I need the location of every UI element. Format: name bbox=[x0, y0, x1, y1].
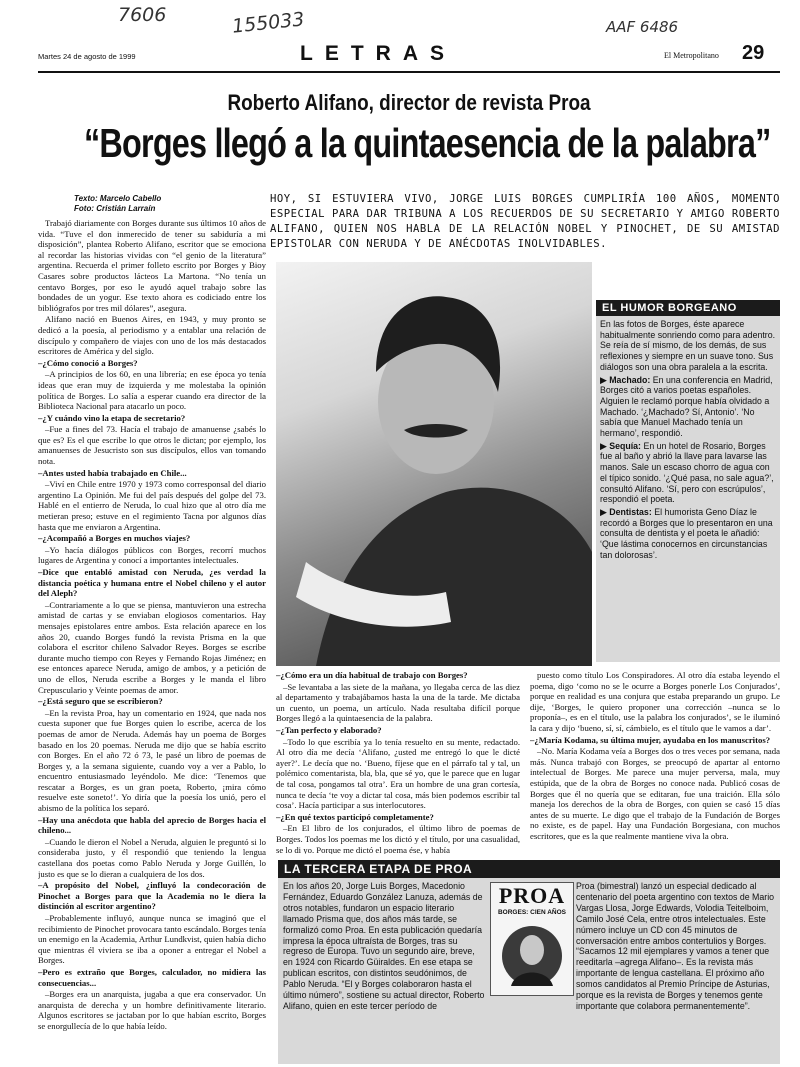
interview-question: –¿Está seguro que se escribieron? bbox=[38, 696, 163, 707]
interview-question: –¿Cómo era un día habitual de trabajo con Borges? bbox=[276, 670, 468, 680]
humor-item-head: Machado: bbox=[609, 374, 651, 385]
article-paragraph: –Cuando le dieron el Nobel a Neruda, alguien le preguntó si lo consideraba justo, y él respondió que teniendo la lengua castellana dos poetas como Pablo Neruda y Jorge Guillén, lo justo es que se lo dieran a cualquiera de los dos. bbox=[38, 836, 266, 879]
text-credit: Texto: Marcelo Cabello bbox=[74, 194, 162, 203]
section-title: LETRAS bbox=[300, 42, 456, 65]
article-paragraph: –Probablemente influyó, aunque nunca se imaginó que el recibimiento de Pinochet provocara tanto escándalo. Borges tenía un enemigo en la Academia, Arthur Lundkvist, quien había dicho que mientras él viviera se iba a oponer a entregar el Nobel a Borges. bbox=[38, 913, 266, 966]
interview-question: –¿Cómo conoció a Borges? bbox=[38, 357, 138, 368]
article-paragraph: –Contrariamente a lo que se piensa, mantuvieron una estrecha amistad de cartas y se enviaban elogiosos comentarios. Hay mensajes epistolares entre ambos. Esta relación aparece en los años 20, cuando Borges fundó la revista Prisma en la que colabora el escritor chileno Salvador Reyes. Borges se escribe durante mucho tiempo con Reyes y Fernando Rojas Jiménez; en ese entonces aparece Neruda, amigo de ambos, y a petición de uno de ellos, Neruda escribe a Borges y le manda el libro Crepusculario y Veinte poemas de amor. bbox=[38, 599, 266, 695]
issue-date: Martes 24 de agosto de 1999 bbox=[38, 52, 136, 61]
article-paragraph: –No. María Kodama veía a Borges dos o tres veces por semana, nada más. Nunca trabajó con Borges, se preocupó de apartar al entorno intelectual de Borges. Me parece una mujer perversa, mala, muy estúpida, que de la obra de Borges no conoce nada. Publicó cosas de Borges que él no quería que se editaran, fue una traición. Ella sólo maneja los derechos de la obra de Borges, con quien se casó 15 días antes de su muerte. Le digo que el trabajo de la Fundación de Borges no existe, es de papel. Hay una Fundación Borgesiana, con muchos escritores, que es la que realmente mantiene viva la obra. bbox=[530, 746, 780, 841]
masthead-rule bbox=[38, 71, 780, 73]
portrait-photo bbox=[276, 262, 592, 666]
portrait-photo-illustration bbox=[276, 262, 592, 666]
humor-intro: En las fotos de Borges, éste aparece habitualmente sonriendo como para adentro. Se reía de sí mismo, de los demás, de sus reflexiones y siempre en un suave tono. Sus diálogos son una obra paralela a la escrita. bbox=[600, 319, 776, 372]
article-paragraph: –Yo hacía diálogos públicos con Borges, recorrí muchos lugares de Argentina y conocí a importantes intelectuales. bbox=[38, 544, 266, 566]
article-column-3 bbox=[530, 670, 780, 854]
proa-cover-title: PROA bbox=[498, 883, 566, 908]
interview-question: –A propósito del Nobel, ¿influyó la condecoración de Pinochet a Borges para que la Academia no le diera la distinción al escritor argentino? bbox=[38, 880, 266, 912]
proa-cover-subtitle: BORGES: CIEN AÑOS bbox=[497, 909, 566, 916]
proa-box bbox=[278, 860, 780, 1064]
humor-item bbox=[600, 375, 776, 439]
proa-text-left: En los años 20, Jorge Luis Borges, Macedonio Fernández, Eduardo González Lanuza, además de otros notables, fundaron un espacio literario llamado Prisma que, dos años más tarde, se formalizó como Proa. En esta publicación quedaría impresa la época ultraísta de Borges, tras su regreso de Europa. Tuvo un segundo aire, breve, en 1924 con Ricardo Güiraldes. En ese etapa se publican escritos, con distintos seudónimos, de Pablo Neruda. “El y Borges colaboraron hasta el último número”, sostiene su actual director, Roberto Alifano, quien en este tercer período de bbox=[283, 881, 485, 1011]
humor-sidebar bbox=[596, 300, 780, 666]
triangle-bullet-icon: ▶ bbox=[600, 374, 607, 385]
humor-item-text: El humorista Geno Díaz le recordó a Borges que lo presentaron en una consulta de dentista y el poeta le añadió: ‘Que lástima conocernos en circunstancias tan dolorosas’. bbox=[600, 506, 773, 560]
masthead bbox=[38, 42, 780, 72]
article-kicker: Roberto Alifano, director de revista Proa bbox=[227, 90, 591, 115]
humor-item bbox=[600, 507, 776, 561]
article-paragraph: –Fue a fines del 73. Hacía el trabajo de amanuense ¿sabés lo que es? Es el que escribe lo que otros le dictan; por ejemplo, los amanuenses de Jesucristo son sus discípulos, ellos van tomando nota. bbox=[38, 424, 266, 467]
humor-item bbox=[600, 441, 776, 505]
article-paragraph: –Viví en Chile entre 1970 y 1973 como corresponsal del diario argentino La Opinión. Me fui del país después del golpe del 73. Hablé en el entierro de Neruda, lo cual hizo que al otro día me metieran preso; estuve en el regimiento Tacna por algunos días hasta que me enviaron a Argentina. bbox=[38, 479, 266, 532]
article-lead: HOY, SI ESTUVIERA VIVO, JORGE LUIS BORGES CUMPLIRÍA 100 AÑOS, MOMENTO ESPECIAL PARA DAR TRIBUNA A LOS RECUERDOS DE SU SECRETARIO Y AMIGO ROBERTO ALIFANO, QUIEN NOS HABLA DE LA RELACIÓN NOBEL Y PINOCHET, DE SU AMISTAD EPISTOLAR CON NERUDA Y DE ANÉCDOTAS INOLVIDABLES. bbox=[270, 193, 780, 250]
interview-question: –Hay una anécdota que habla del aprecio de Borges hacia el chileno... bbox=[38, 814, 266, 836]
publication-name: El Metropolitano bbox=[664, 51, 719, 60]
article-paragraph: –Todo lo que escribía ya lo tenía resuelto en su mente, redactado. Al otro día me decía ‘Alifano, ¿usted me entregó lo que le dicté ayer?’. Le decía que no. ‘Bueno, fíjese que en el párrafo tal y tal, un polémico comentarista, bla, bla, que sé yo, que le parece que en lugar de tal cosa, pongamos tal otra’. Era un hombre de una gran cortesía, nunca te decía ‘te voy a dictar tal cosa, más bien podemos escribir tal cosa’. Hacía participar a sus interlocutores. bbox=[276, 736, 520, 811]
article-paragraph: –En la revista Proa, hay un comentario en 1924, que nada nos cuesta suponer que fue Borges quien lo escribe, acerca de los poemas de amor de Neruda. Además hay un poema de Borges basado en los 20 poemas. Neruda me dijo que se había escrito con Borges. En el año 72 ó 73, le pasé un libro de poemas de Borges y, a la semana siguiente, cuando voy a ver a Pablo, lo encuentro entusiasmado leyéndolo. Me dice: ‘Tenemos que rescatar a Borges, es un gran poeta, Roberto, ¡mira cómo resuelve este soneto!’. Yo diría que la poesía los unió, pero el abismo de la política los separó. bbox=[38, 707, 266, 814]
interview-question: –¿Y cuándo vino la etapa de secretario? bbox=[38, 412, 186, 423]
humor-sidebar-body bbox=[596, 316, 780, 662]
humor-sidebar-title: EL HUMOR BORGEANO bbox=[596, 300, 780, 316]
interview-question: –¿En qué textos participó completamente? bbox=[276, 811, 434, 822]
page-number: 29 bbox=[742, 42, 765, 64]
interview-question: –¿María Kodama, su última mujer, ayudaba en los manuscritos? bbox=[530, 734, 771, 745]
handwritten-number: 7606 bbox=[118, 4, 167, 26]
interview-question: –¿Tan perfecto y elaborado? bbox=[276, 724, 382, 735]
interview-question: –¿Acompañó a Borges en muchos viajes? bbox=[38, 533, 191, 544]
handwritten-archive-code: AAF 6486 bbox=[606, 18, 679, 36]
humor-item-head: Sequía: bbox=[609, 440, 641, 451]
article-paragraph: Trabajó diariamente con Borges durante sus últimos 10 años de vida. “Tuve el don inmerecido de tener su sabiduría a mi disposición”, plantea Roberto Alifano, escritor que se emociona al recordar las historias vividas con “el genio de la literatura” argentina. Recuerda el primer folleto escrito por Borges y Bioy Casares sobre productos lácteos La Martona. “No tenía un centavo Borges, por eso le ayudó aquel trabajo sobre las bondades de un yogur. Ese texto ahora es codiciado entre los bibliógrafos por tres mil dólares”, asegura. bbox=[38, 218, 266, 313]
article-column-2 bbox=[276, 670, 520, 854]
proa-text-right: Proa (bimestral) lanzó un especial dedicado al centenario del poeta argentino con textos de Mario Vargas Llosa, Jorge Edwards, Volodia Teitelboim, Camilo José Cela, entre otros intelectuales. Este número incluye un CD con 45 minutos de conversación entre ambos contertulios y Borges. “Sacamos 12 mil ejemplares y vamos a tener que reeditarla –agrega Alifano–. Es la revista más importante de lengua castellana. El próximo año somos candidatos al Premio Príncipe de Asturias, porque es la revista de Borges y tenemos gente importante que colabora permanentemente”. bbox=[576, 881, 775, 1011]
humor-item-head: Dentistas: bbox=[609, 506, 652, 517]
proa-box-title: LA TERCERA ETAPA DE PROA bbox=[278, 860, 780, 878]
triangle-bullet-icon: ▶ bbox=[600, 506, 607, 517]
article-paragraph: –A principios de los 60, en una librería; en ese época yo tenía ideas que eran muy de izquierda y me molestaba la opinión política de Borges. Lo salía a esperar cuando era director de la Biblioteca Nacional para atacarlo un poco. bbox=[38, 369, 266, 412]
article-paragraph: puesto como título Los Conspiradores. Al otro día estaba leyendo el poema, digo ‘como no se le ocurre a Borges ponerle Los Conjurados’, porque en realidad es una conjura que estaba preparando un grupo. Le dije, ‘Borges, le quiero proponer una corrección –nunca se lo proponía–, es en el título, use la palabra los conjurados’, se le iluminó la cara y dijo ‘bueno, sí, sí, cámbielo, es el título que le vamos a dar’. bbox=[530, 670, 780, 733]
article-paragraph: Alifano nació en Buenos Aires, en 1943, y muy pronto se dedicó a la poesía, al periodismo y a entablar una relación de discípulo y compañero de viajes con uno de los más destacados escritores de América y del siglo. bbox=[38, 314, 266, 357]
article-paragraph: –En El libro de los conjurados, el último libro de poemas de Borges. Todos los poemas me los dictó y el título, por una casualidad, se lo di yo. Porque me dictó el poema ése, y había bbox=[276, 823, 520, 854]
proa-magazine-cover bbox=[490, 882, 574, 996]
interview-question: –Dice que entabló amistad con Neruda, ¿es verdad la distancia poética y humana entre el Nobel chileno y el autor del Aleph? bbox=[38, 567, 266, 599]
interview-question: –Antes usted había trabajado en Chile... bbox=[38, 467, 187, 478]
article-column-1 bbox=[38, 218, 266, 1064]
article-paragraph: –Borges era un anarquista, jugaba a que era conservador. Un anarquista de derecha y un hombre definitivamente literario. Algunos escritores se jactaban por lo que habían escrito, Borges se enorgullecía de lo que había leído. bbox=[38, 989, 266, 1031]
photo-credit: Foto: Cristián Larraín bbox=[74, 204, 156, 213]
humor-item-text: En una conferencia en Madrid, Borges citó a varios poetas españoles. Alguien le reclamó porque había olvidado a Machado. ‘¿Machado? Sí, Antonio’. ‘No sabía que Manuel Machado tenía un hermano’, respondió. bbox=[600, 374, 773, 439]
handwritten-catalog-number: 155033 bbox=[231, 8, 306, 38]
article-headline: “Borges llegó a la quintaesencia de la palabra” bbox=[84, 120, 771, 166]
triangle-bullet-icon: ▶ bbox=[600, 440, 607, 451]
interview-question: –Pero es extraño que Borges, calculador, no midiera las consecuencias... bbox=[38, 966, 266, 988]
humor-item-text: En un hotel de Rosario, Borges fue al baño y abrió la llave para lavarse las manos. Sale un escaso chorro de agua con el típico sonido. ‘¿Qué pasa, no sale agua?’, consultó Alifano. ‘Sí, pero con escrúpulos’, respondió el poeta. bbox=[600, 440, 774, 505]
article-paragraph: –Se levantaba a las siete de la mañana, yo llegaba cerca de las diez al departamento y trabajábamos hasta la una de la tarde. Me dictaba un cuento, un poema, un artículo. Nada resultaba difícil porque Borges llegó a la quintaesencia de la palabra. bbox=[276, 681, 520, 724]
proa-cover-portrait bbox=[491, 916, 573, 994]
